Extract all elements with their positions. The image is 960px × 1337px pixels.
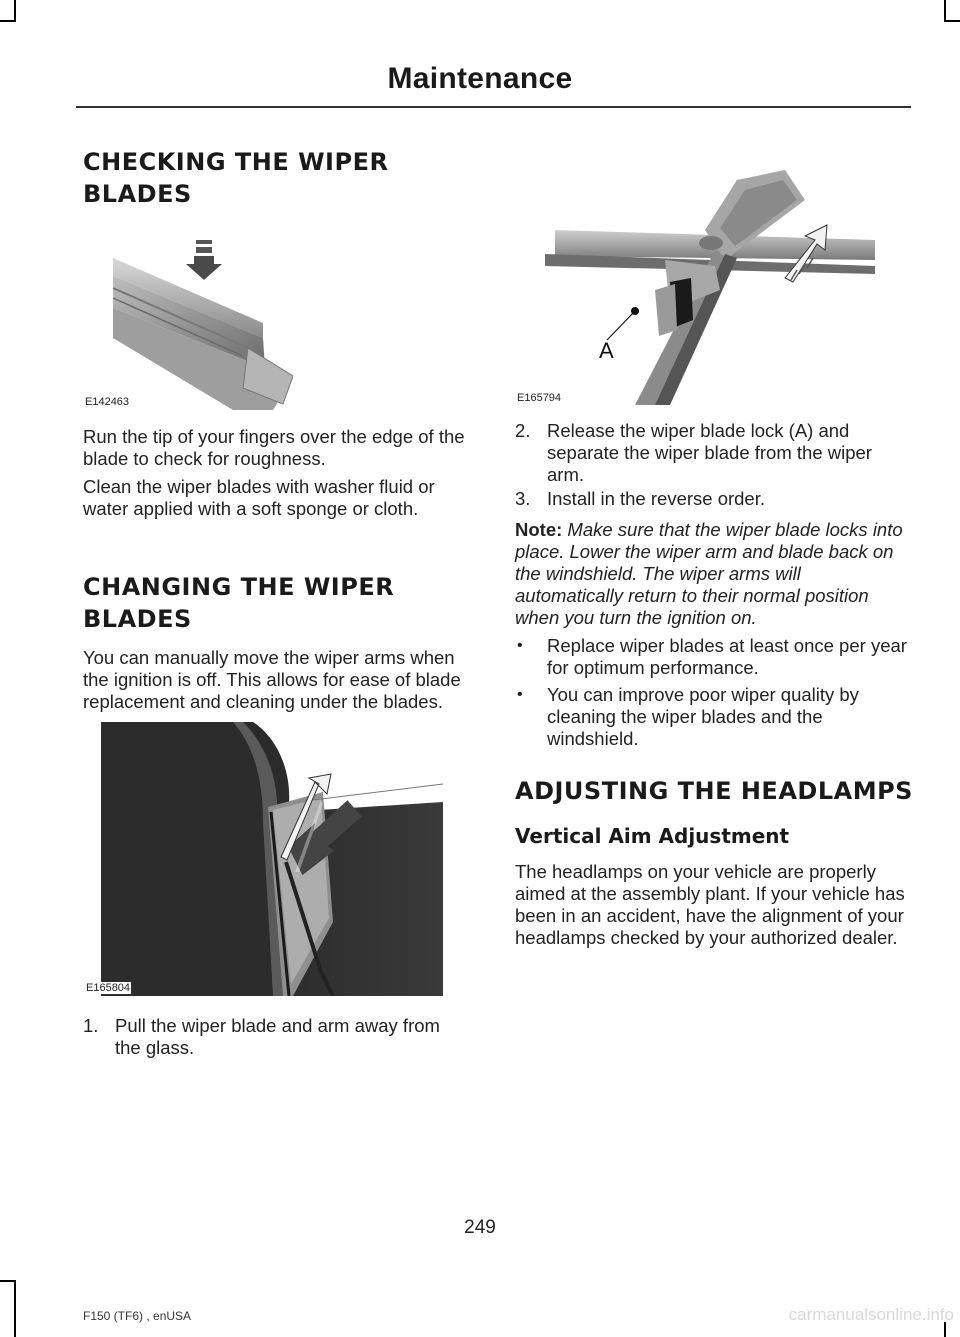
page-number: 249 <box>464 1217 496 1238</box>
section-title-adjusting-headlamps: ADJUSTING THE HEADLAMPS <box>515 777 913 805</box>
step-text: Release the wiper blade lock (A) and separate the wiper blade from the wiper arm. <box>547 420 872 485</box>
section-title-line: CHANGING THE WIPER <box>83 573 395 601</box>
paragraph: Run the tip of your fingers over the edge of the blade to check for roughness. <box>83 426 465 469</box>
step-2 <box>515 420 910 490</box>
step-1 <box>83 1015 478 1065</box>
crop-mark <box>944 0 946 22</box>
bullet-text: You can improve poor wiper quality by cleaning the wiper blades and the windshield. <box>547 684 859 749</box>
note-label: Note: <box>515 519 563 540</box>
note-text: Make sure that the wiper blade locks into place. Lower the wiper arm and blade back on the windshield. The wiper arms will automatically return to their normal position when you turn the ignition on. <box>515 519 903 628</box>
wiper-blade-edge-illustration <box>83 228 293 410</box>
figure-wiper-arm-pull <box>83 722 443 996</box>
section-title-line: BLADES <box>83 180 192 208</box>
page-header-title: Maintenance <box>387 62 573 95</box>
step-3 <box>515 488 910 512</box>
header-rule <box>76 106 911 108</box>
bullet-item <box>515 635 910 681</box>
step-text: Pull the wiper blade and arm away from the glass. <box>115 1015 440 1058</box>
note <box>515 519 910 629</box>
paragraph: You can manually move the wiper arms when the ignition is off. This allows for ease of blade replacement and cleaning under the blades. <box>83 647 461 712</box>
subsection-title-vertical-aim: Vertical Aim Adjustment <box>515 824 790 848</box>
bullet-marker: • <box>517 637 523 654</box>
crop-mark <box>14 1280 16 1337</box>
crop-mark <box>944 20 960 22</box>
step-number: 3. <box>515 488 531 509</box>
bullet-text: Replace wiper blades at least once per year for optimum performance. <box>547 635 907 678</box>
section-title-line: CHECKING THE WIPER <box>83 148 389 176</box>
step-number: 2. <box>515 420 531 441</box>
paragraph: The headlamps on your vehicle are properly aimed at the assembly plant. If your vehicle has been in an accident, have the alignment of your headlamps checked by your authorized dealer. <box>515 861 905 948</box>
figure-id: E165794 <box>517 392 562 404</box>
figure-wiper-blade-edge <box>83 228 293 410</box>
section-title-checking-wiper-blades <box>83 146 388 210</box>
figure-id: E142463 <box>85 396 130 408</box>
step-number: 1. <box>83 1015 99 1036</box>
bullet-item <box>515 684 910 752</box>
document-id: F150 (TF6) , enUSA <box>83 1309 192 1323</box>
wiper-blade-lock-illustration <box>515 170 905 405</box>
step-text: Install in the reverse order. <box>547 488 765 509</box>
figure-id: E165804 <box>86 982 131 994</box>
callout-label: A <box>599 338 614 363</box>
figure-wiper-blade-lock <box>515 170 905 405</box>
watermark: carmanualsonline.info <box>788 1305 954 1324</box>
bullet-marker: • <box>517 686 523 703</box>
crop-mark <box>0 1280 16 1282</box>
paragraph: Clean the wiper blades with washer fluid or water applied with a soft sponge or cloth. <box>83 476 435 519</box>
crop-mark <box>14 0 16 22</box>
section-title-changing-wiper-blades <box>83 571 394 635</box>
crop-mark <box>0 20 16 22</box>
section-title-line: BLADES <box>83 605 192 633</box>
wiper-arm-pull-illustration <box>83 722 443 996</box>
